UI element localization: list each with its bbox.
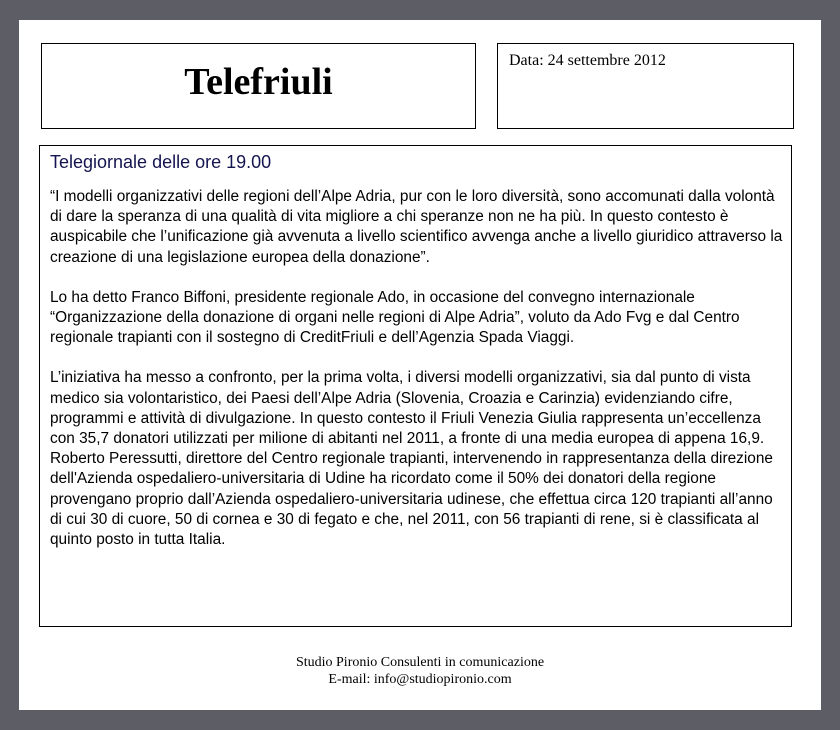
article-box xyxy=(39,145,792,627)
date-label: Data: 24 settembre 2012 xyxy=(509,52,666,69)
footer xyxy=(19,654,821,688)
article-paragraph: Roberto Peressutti, direttore del Centro regionale trapianti, intervenendo in rappresentanza della direzione dell'Azienda ospedaliero-universitaria di Udine ha ricordato come il 50% dei donatori della regione provengano proprio dall’Azienda ospedaliero-universitaria udinese, che effettua circa 120 trapianti all’anno di cui 30 di cuore, 50 di cornea e 30 di fegato e che, nel 2011, con 56 trapianti di rene, si è classificata al quinto posto in tutta Italia. xyxy=(50,450,773,549)
footer-company: Studio Pironio Consulenti in comunicazione xyxy=(295,655,545,670)
article-paragraph: “I modelli organizzativi delle regioni dell’Alpe Adria, pur con le loro diversità, sono accomunati dalla volontà di dare la speranza di una qualità di vita migliore a chi speranze non ne ha più. In questo contesto è auspicabile che l’unificazione già avvenuta a livello scientifico avvenga anche a livello giuridico attraverso la creazione di una legislazione europea della donazione”. xyxy=(50,188,783,266)
document-page xyxy=(19,20,821,710)
article-paragraph: L’iniziativa ha messo a confronto, per la prima volta, i diversi modelli organizzativi, sia dal punto di vista medico sia volontaristico, dei Paesi dell’Alpe Adria (Slovenia, Croazia e Carinzia) evidenziando cifre, programmi e attività di divulgazione. In questo contesto il Friuli Venezia Giulia rappresenta un’eccellenza con 35,7 donatori utilizzati per milione di abitanti nel 2011, a fronte di una media europea di appena 16,9. xyxy=(50,369,765,448)
date-box xyxy=(497,43,794,129)
article-paragraph: Lo ha detto Franco Biffoni, presidente regionale Ado, in occasione del convegno internazionale “Organizzazione della donazione di organi nelle regioni di Alpe Adria”, voluto da Ado Fvg e dal Centro regionale trapianti con il sostegno di CreditFriuli e dell’Agenzia Spada Viaggi. xyxy=(50,288,740,347)
article-body xyxy=(50,152,783,550)
title-box xyxy=(41,43,476,129)
footer-email: E-mail: info@studiopironio.com xyxy=(328,672,512,687)
article-headline: Telegiornale delle ore 19.00 xyxy=(50,152,272,172)
publication-title: Telefriuli xyxy=(184,61,333,103)
